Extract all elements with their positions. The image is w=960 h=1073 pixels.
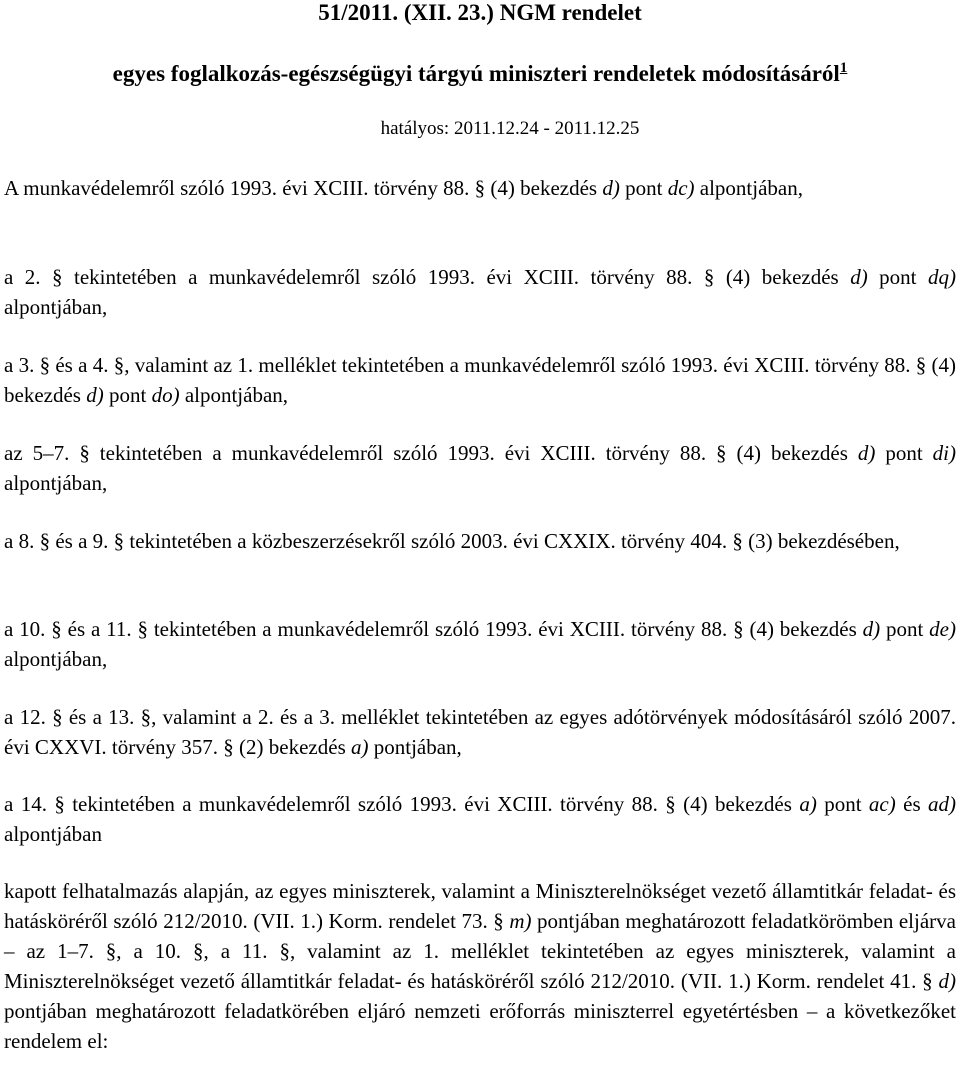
text-run: alpontjában, [694,176,803,200]
text-run: a 2. § tekintetében a munkavédelemről szóló 1993. évi XCIII. törvény 88. § (4) bekezdés [4,265,851,289]
text-run: a 3. § és a 4. §, valamint az 1. melléklet tekintetében a munkavédelemről szóló 1993. évi XCIII. törvény 88. § (4) bekezdés [4,353,956,407]
paragraph-3 [4,350,956,410]
italic-ref: d) [862,617,881,641]
text-run: a 8. § és a 9. § tekintetében a közbeszerzésekről szóló 2003. évi CXXIX. törvény 404. § (3) bekezdésében, [4,529,900,553]
paragraph-4 [4,438,956,498]
text-run: pont [619,176,668,200]
title-text: 51/2011. (XII. 23.) NGM rendelet [318,0,642,25]
italic-ref: d) [602,176,620,200]
text-run: pont [867,265,928,289]
text-run: alpontjában, [179,383,289,407]
italic-ref: a) [351,735,369,759]
paragraph-7 [4,702,956,762]
italic-ref: de) [929,617,956,641]
effective-date: hatályos: 2011.12.24 - 2011.12.25 [380,118,640,139]
italic-ref: di) [932,441,956,465]
italic-ref: ad) [928,792,957,816]
text-run: pontjában meghatározott feladatkörében eljáró nemzeti erőforrás miniszterrel egyetértésben – a következőket rendelem el: [4,999,956,1053]
paragraph-9 [4,876,956,1056]
text-run: az 5–7. § tekintetében a munkavédelemről szóló 1993. évi XCIII. törvény 88. § (4) bekezdés [4,441,858,465]
text-run: kapott felhatalmazás alapján, az egyes miniszterek, valamint a Miniszterelnökséget vezető államtitkár feladat- és hatásköréről szóló 212/2010. (VII. 1.) Korm. rendelet 73. § [4,879,956,933]
text-run: a 10. § és a 11. § tekintetében a munkavédelemről szóló 1993. évi XCIII. törvény 88. § (4) bekezdés [4,617,863,641]
text-run: a 14. § tekintetében a munkavédelemről szóló 1993. évi XCIII. törvény 88. § (4) bekezdés [4,792,800,816]
text-run: a 12. § és a 13. §, valamint a 2. és a 3. melléklet tekintetében az egyes adótörvények módosításáról szóló 2007. évi CXXVI. törvény 357. § (2) bekezdés [4,705,956,759]
text-run: pont [880,617,930,641]
text-run: pont [103,383,152,407]
paragraph-1 [4,173,956,203]
text-run: alpontjában [4,822,102,846]
italic-ref: d) [857,441,876,465]
italic-ref: dc) [667,176,695,200]
paragraph-6 [4,614,956,674]
text-run: alpontjában, [4,471,108,495]
text-run: alpontjában, [4,295,108,319]
italic-ref: d) [938,969,956,993]
italic-ref: d) [850,265,868,289]
italic-ref: m) [509,909,532,933]
paragraph-2 [4,262,956,322]
italic-ref: a) [799,792,817,816]
subtitle-text: egyes foglalkozás-egészségügyi tárgyú miniszteri rendeletek módosításáról [112,61,840,86]
footnote-link[interactable]: 1 [839,60,848,76]
italic-ref: d) [86,383,104,407]
italic-ref: ac) [868,792,896,816]
document-subtitle [4,55,956,87]
paragraph-8 [4,789,956,849]
italic-ref: dq) [927,265,956,289]
text-run: pont [816,792,869,816]
text-run: A munkavédelemről szóló 1993. évi XCIII. törvény 88. § (4) bekezdés [4,176,603,200]
document-title [4,0,956,26]
text-run: pontjában, [368,735,462,759]
text-run: pontjában meghatározott feladatkörömben eljárva – az 1–7. §, a 10. §, a 11. §, valamint az 1. melléklet tekintetében az egyes miniszterek, valamint a Miniszterelnökséget vezető államtitkár feladat- és hatásköréről szóló 212/2010. (VII. 1.) Korm. rendelet 41. § [4,909,956,993]
text-run: és [895,792,929,816]
paragraph-5 [4,526,956,556]
text-run: alpontjában, [4,647,108,671]
italic-ref: do) [151,383,180,407]
text-run: pont [875,441,933,465]
